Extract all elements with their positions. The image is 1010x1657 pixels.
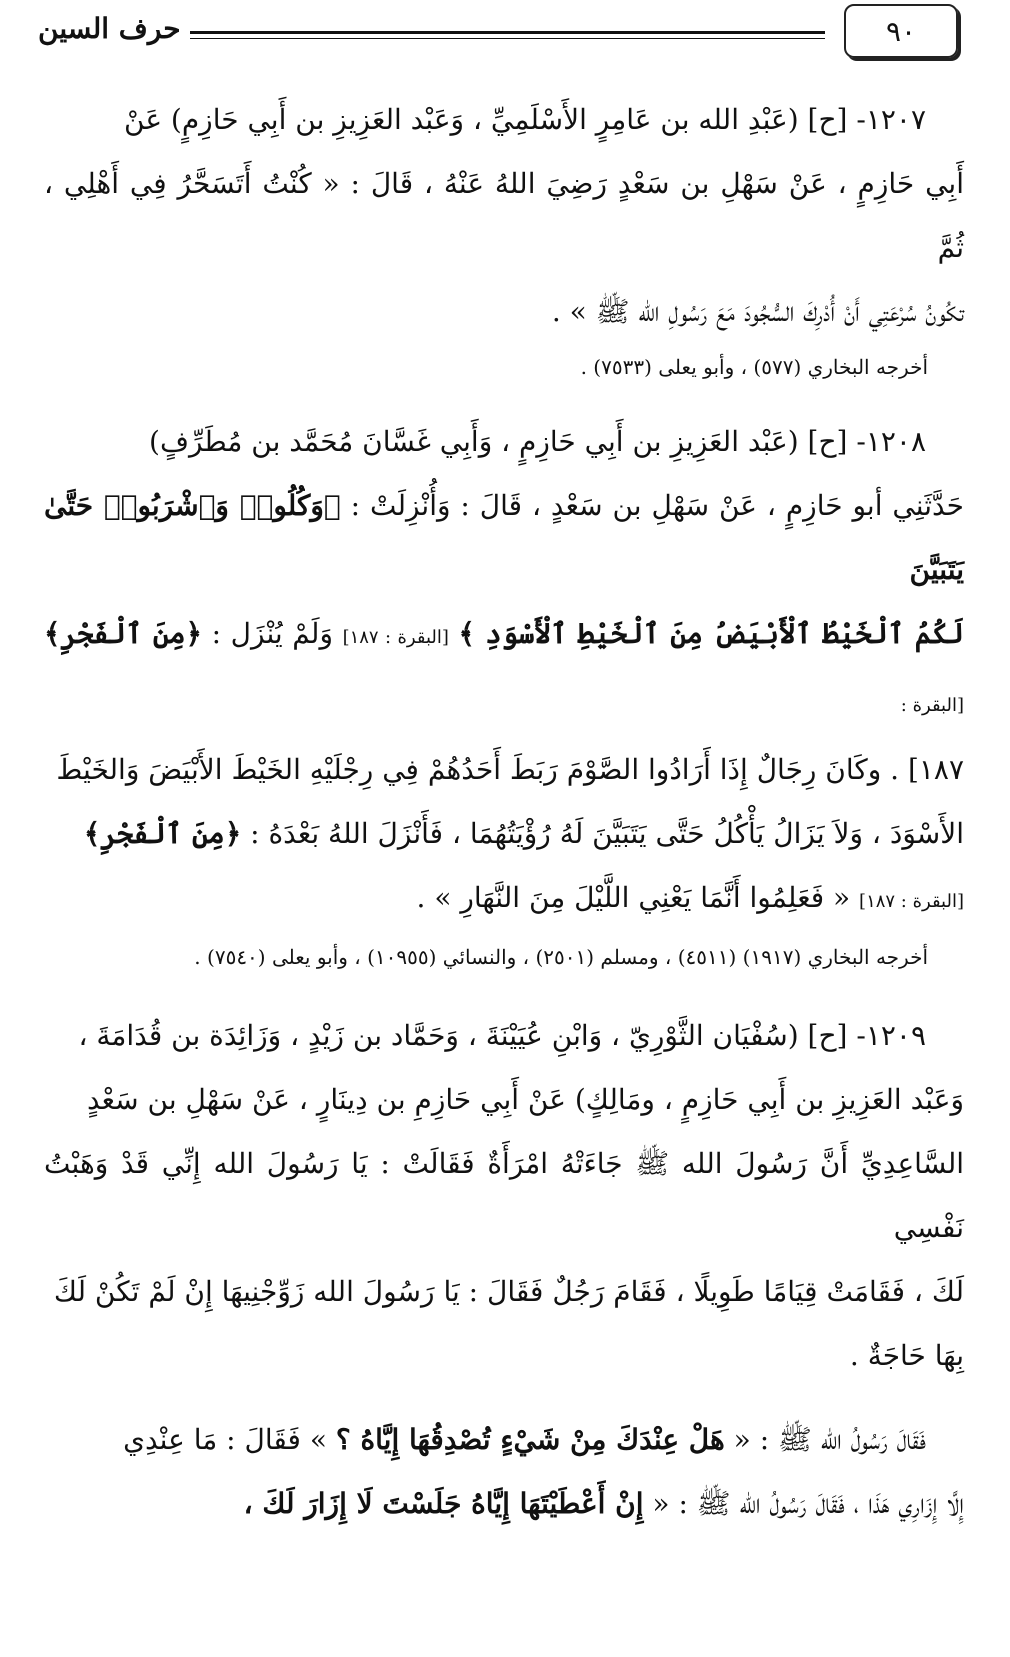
spacer [44, 974, 964, 1004]
page-content [44, 88, 964, 1536]
quran-reference-1: [البقرة : ١٨٧] [342, 627, 449, 648]
hadith-1207-line-3: تكُونُ سُرْعَتِي أَنْ أُدْرِكَ السُّجُودَ مَعَ رَسُولِ الله ﷺ » . [551, 295, 964, 328]
hadith-1209-line-7 [44, 1472, 964, 1536]
hadith-1208-line-4: ١٨٧] . وكَانَ رِجَالٌ إِذَا أَرَادُوا الصَّوْمَ رَبَطَ أَحَدُهُمْ فِي رِجْلَيْهِ الخَيْطَ الأَبْيَضَ وَالخَيْطَ [56, 753, 964, 786]
hadith-1209-line-4: لَكَ ، فَقَامَتْ قِيَامًا طَوِيلًا ، فَقَامَ رَجُلٌ فَقَالَ : يَا رَسُولَ الله زَوِّجْنِيهَا إِنْ لَمْ تَكُنْ لَكَ [53, 1275, 964, 1308]
hadith-1208-line-2-text: حَدَّثَنِي أبو حَازِمٍ ، عَنْ سَهْلِ بن سَعْدٍ ، قَالَ : وَأُنْزِلَتْ : [340, 489, 964, 522]
hadith-1208-takhrij: أخرجه البخاري (١٩١٧) (٤٥١١) ، ومسلم (٢٥٠١) ، والنسائي (١٠٩٥٥) ، وأبو يعلى (٧٥٤٠) . [194, 945, 928, 969]
hadith-1209-line-6-b: » فَقَالَ : مَا عِنْدِي [123, 1423, 336, 1456]
hadith-1207-takhrij: أخرجه البخاري (٥٧٧) ، وأبو يعلى (٧٥٣٣) . [580, 355, 928, 379]
hadith-1209-line-7-a: إِلَّا إِزَارِي هَذَا ، فَقَالَ رَسُولُ الله ﷺ : « [643, 1487, 964, 1520]
hadith-1208 [44, 410, 964, 974]
hadith-1208-line-3 [44, 602, 964, 738]
hadith-1209-line-6 [44, 1408, 964, 1472]
page-number: ٩٠ [885, 14, 917, 48]
quran-verse-1a: ﴿وَكُلُوا۟ وَٱشْرَبُوا۟ حَتَّىٰ يَتَبَيَّنَ [44, 489, 964, 586]
quran-verse-3: ﴿مِنَ ٱلْفَجْرِ﴾ [83, 817, 242, 850]
quran-reference-2: [البقرة : [900, 695, 964, 716]
hadith-1208-line-6 [44, 866, 964, 934]
hadith-1208-line-5 [44, 802, 964, 866]
hadith-1209-line-5: بِهَا حَاجَةٌ . [849, 1339, 964, 1372]
hadith-1209 [44, 1004, 964, 1536]
hadith-1209-line-2: وَعَبْد العَزِيزِ بن أَبِي حَازِمٍ ، ومَالِكٍ) عَنْ أَبِي حَازِمِ بن دِينَارٍ ، عَنْ سَهْلِ بن سَعْدٍ [86, 1083, 964, 1116]
hadith-1207 [44, 88, 964, 384]
hadith-1209-line-6-a: فَقَالَ رَسُولُ الله ﷺ : « [724, 1423, 926, 1456]
quran-verse-2: ﴿مِنَ ٱلْفَجْرِ﴾ [44, 617, 203, 650]
chapter-title: حرف السين [38, 12, 181, 45]
hadith-1207-line-2: أَبِي حَازِمٍ ، عَنْ سَهْلِ بن سَعْدٍ رَضِيَ اللهُ عَنْهُ ، قَالَ : « كُنْتُ أَتَسَحَّرُ فِي أَهْلِي ، ثُمَّ [44, 167, 965, 264]
hadith-1208-line-2 [44, 474, 964, 602]
hadith-1208-line-3-mid: وَلَمْ يُنْزَل : [202, 617, 343, 650]
spacer [44, 384, 964, 410]
spacer [44, 1388, 964, 1408]
hadith-1209-line-1: ١٢٠٩- [ح] (سُفْيَان الثَّوْرِيّ ، وَابْنِ عُيَيْنَةَ ، وَحَمَّاد بن زَيْدٍ ، وَزَائِدَة بن قُدَامَةَ ، [78, 1019, 926, 1052]
prophet-quote-1: هَلْ عِنْدَكَ مِنْ شَيْءٍ تُصْدِقُهَا إِيَّاهُ ؟ [335, 1423, 725, 1456]
hadith-1208-line-5-text: الأَسْوَدَ ، وَلاَ يَزَالُ يَأْكُلُ حَتَّى يَتَبَيَّنَ لَهُ رُؤْيَتُهُمَا ، فَأَنْزَلَ اللهُ بَعْدَهُ : [241, 817, 964, 850]
quran-verse-1b: لَكُمُ ٱلْخَيْطُ ٱلْأَبْيَضُ مِنَ ٱلْخَيْطِ ٱلْأَسْوَدِ ﴾ [458, 617, 964, 650]
header-rule [190, 31, 825, 34]
prophet-quote-2: إِنْ أَعْطَيْتَهَا إِيَّاهُ جَلَسْتَ لَا إِزَارَ لَكَ ، [243, 1487, 644, 1520]
page-number-box [844, 4, 958, 58]
hadith-1207-line-1: ١٢٠٧- [ح] (عَبْدِ الله بن عَامِرٍ الأَسْلَمِيِّ ، وَعَبْد العَزِيزِ بن أَبِي حَازِمٍ) عَنْ [124, 103, 926, 136]
hadith-1208-line-1: ١٢٠٨- [ح] (عَبْد العَزِيزِ بن أَبِي حَازِمٍ ، وَأَبِي غَسَّانَ مُحَمَّد بن مُطَرِّفٍ) [149, 425, 926, 458]
hadith-1209-line-3: السَّاعِدِيِّ أَنَّ رَسُولَ الله ﷺ جَاءَتْهُ امْرَأَةٌ فَقَالَتْ : يَا رَسُولَ الله إِنِّي قَدْ وَهَبْتُ نَفْسِي [44, 1147, 965, 1244]
hadith-1208-line-6-text: « فَعَلِمُوا أَنَّمَا يَعْنِي اللَّيْلَ مِنَ النَّهَارِ » . [416, 881, 860, 914]
quran-reference-3: [البقرة : ١٨٧] [859, 891, 964, 912]
